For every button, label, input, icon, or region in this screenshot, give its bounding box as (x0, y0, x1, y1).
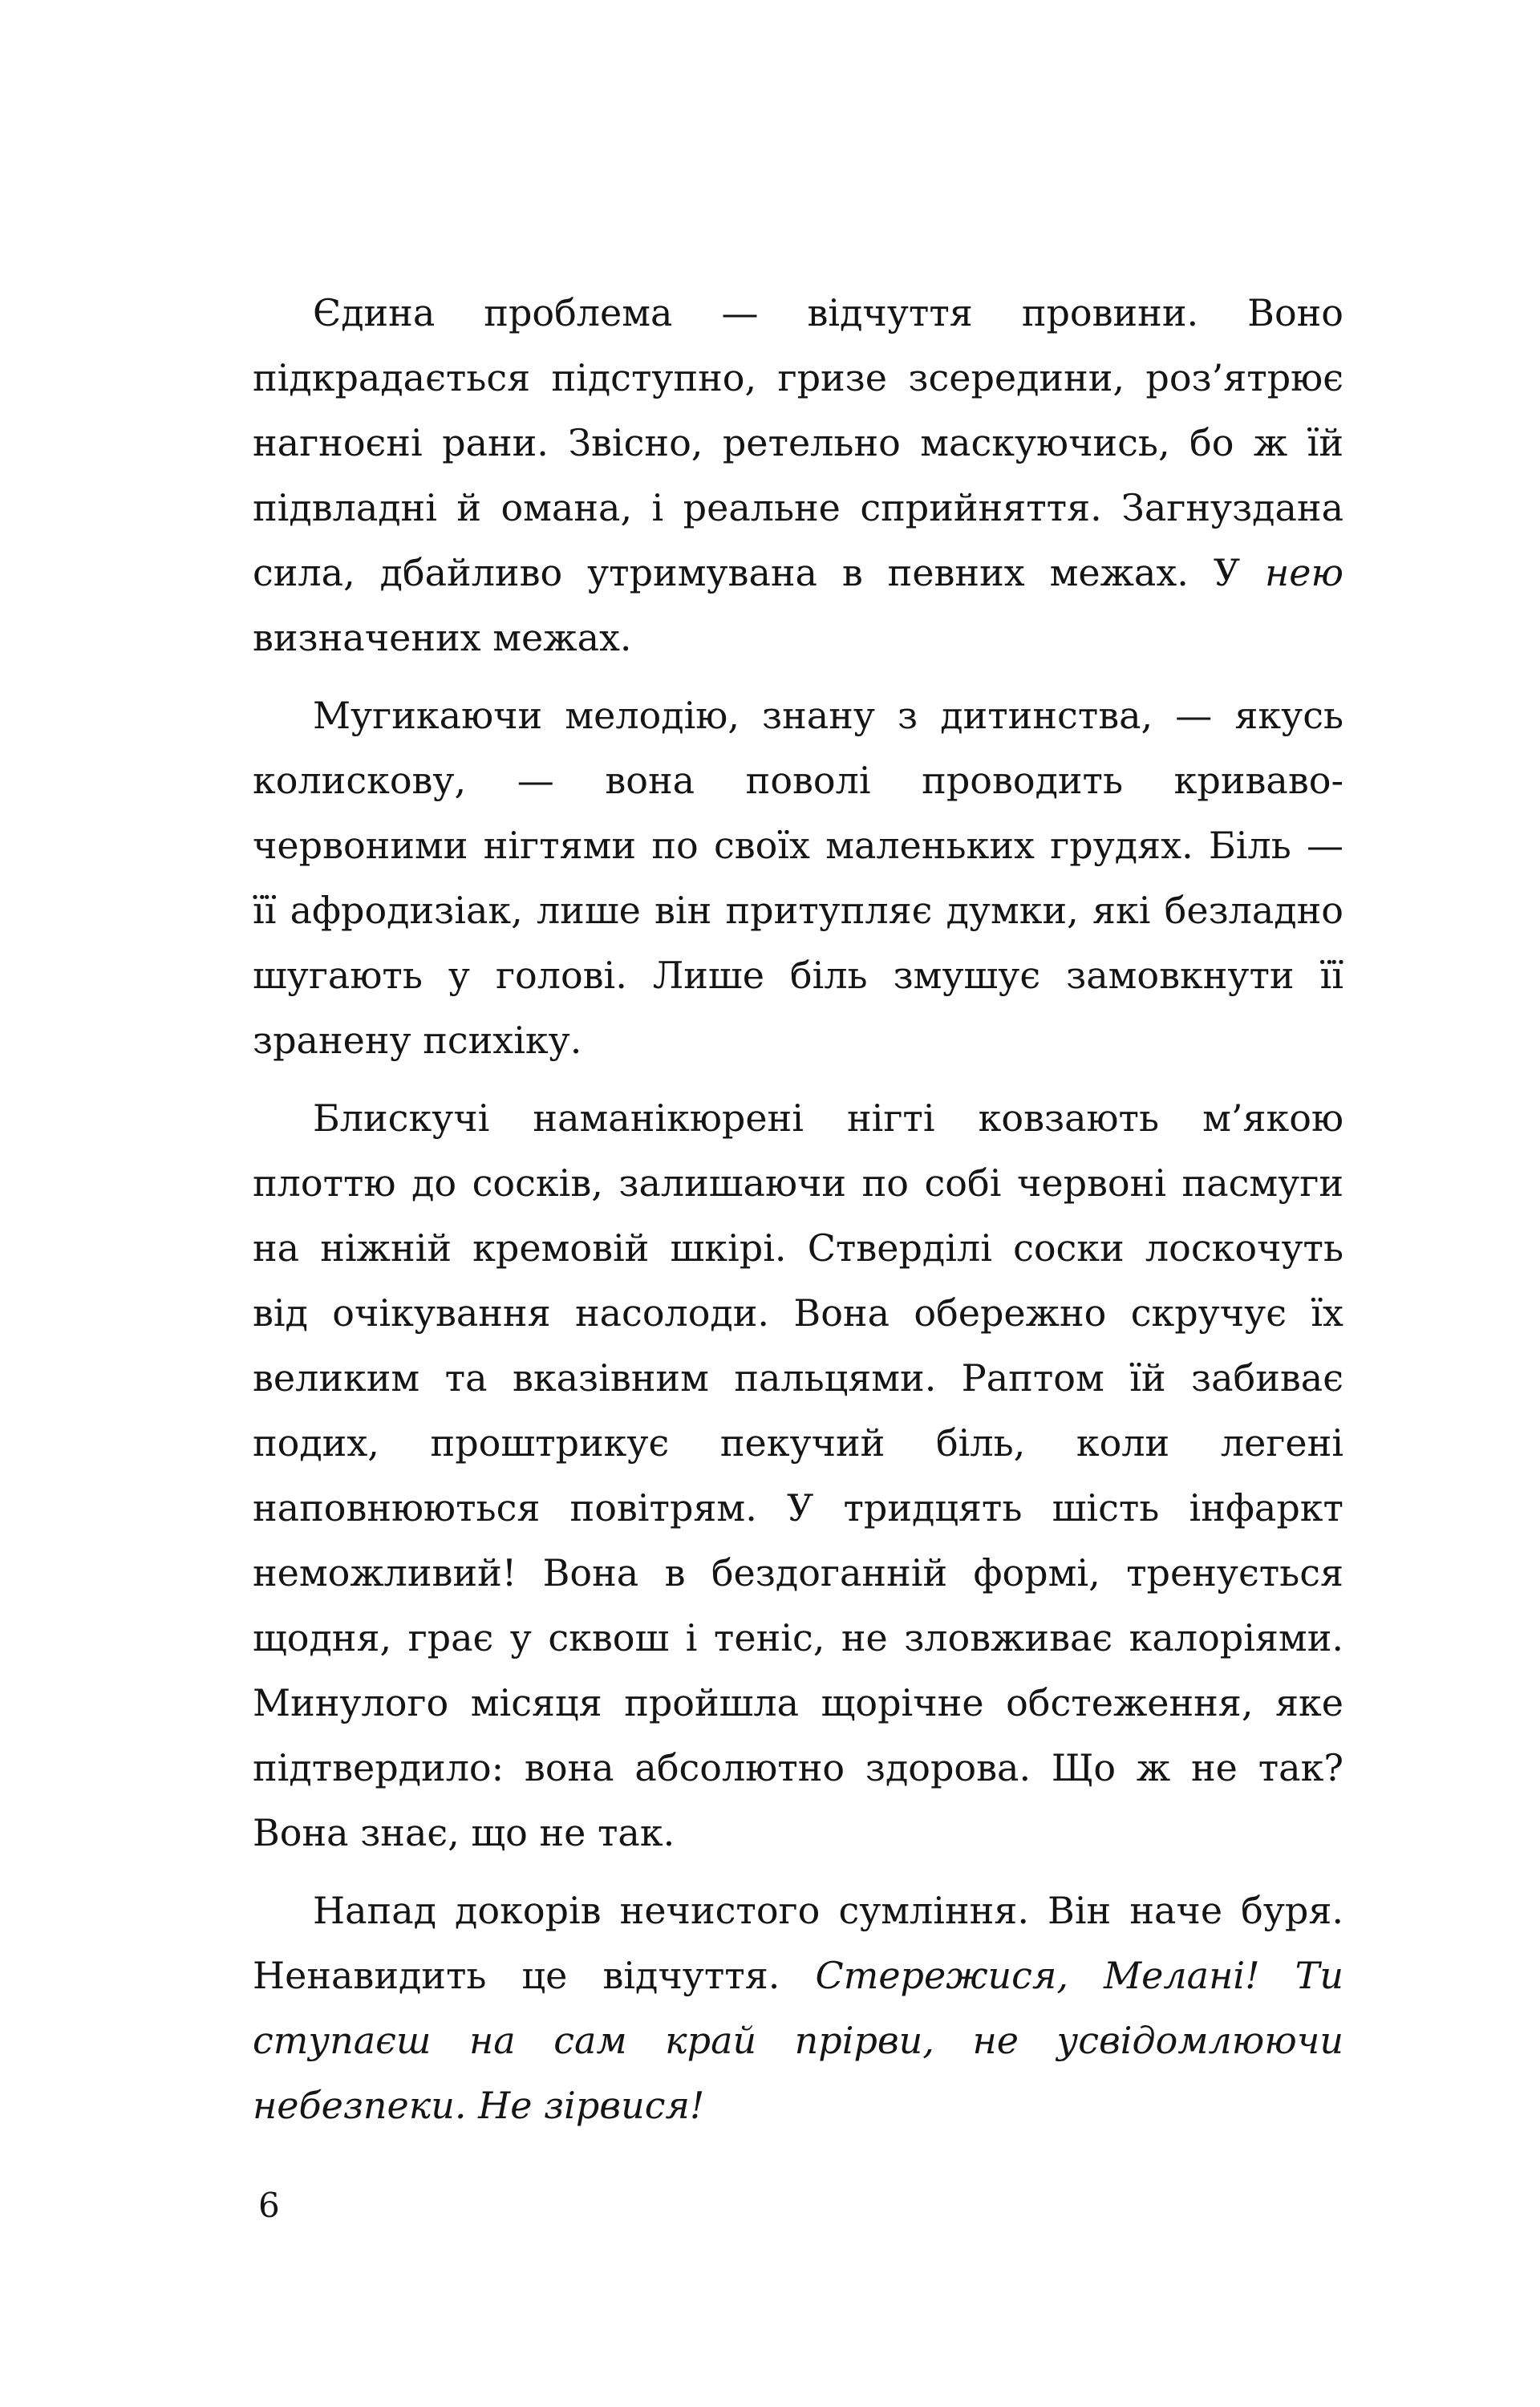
paragraph-2-text: Мугикаючи мелодію, знану з дитинства, — якусь колискову, — вона поволі проводить криваво-червоними нігтями по своїх маленьких грудях. Біль — її афродизіак, лише він притупляє думки, які безладно шугають у голові. Лише біль змушує замовкнути її зранену психіку. (253, 694, 1343, 1062)
paragraph-3-text: Блискучі наманікюрені нігті ковзають м’якою плоттю до сосків, залишаючи по собі червоні пасмуги на ніжній кремовій шкірі. Стверділі соски лоскочуть від очікування насолоди. Вона обережно скручує їх великим та вказівним пальцями. Раптом їй забиває подих, проштрикує пекучий біль, коли легені наповнюються повітрям. У тридцять шість інфаркт неможливий! Вона в бездоганній формі, тренується щодня, грає у сквош і теніс, не зловживає калоріями. Минулого місяця пройшла щорічне обстеження, яке підтвердило: вона абсолютно здорова. Що ж не так? Вона знає, що не так. (253, 1096, 1343, 1854)
paragraph-1-text-2: визначених межах. (253, 616, 632, 659)
paragraph-3 (253, 1086, 1343, 1866)
paragraph-1 (253, 281, 1343, 671)
paragraph-4-italic-text: Стережися, Мелані! Ти ступаєш на сам край прірви, не усвідомлюючи небезпеки. Не зірвися! (253, 1954, 1343, 2127)
paragraph-4 (253, 1878, 1343, 2138)
paragraph-2 (253, 683, 1343, 1073)
page-number: 6 (258, 2186, 280, 2225)
paragraph-4-text: Напад докорів нечистого сумління. Він наче буря. Ненавидить це відчуття. (253, 1889, 1343, 1997)
body-text (253, 281, 1343, 2138)
paragraph-1-italic-word: нею (1264, 551, 1343, 594)
paragraph-1-text-1: Єдина проблема — відчуття провини. Воно підкрадається підступно, гризе зсередини, роз’ятрює нагноєні рани. Звісно, ретельно маскуючись, бо ж їй підвладні й омана, і реальне сприйняття. Загнуздана сила, дбайливо утримувана в певних межах. У (253, 291, 1343, 594)
